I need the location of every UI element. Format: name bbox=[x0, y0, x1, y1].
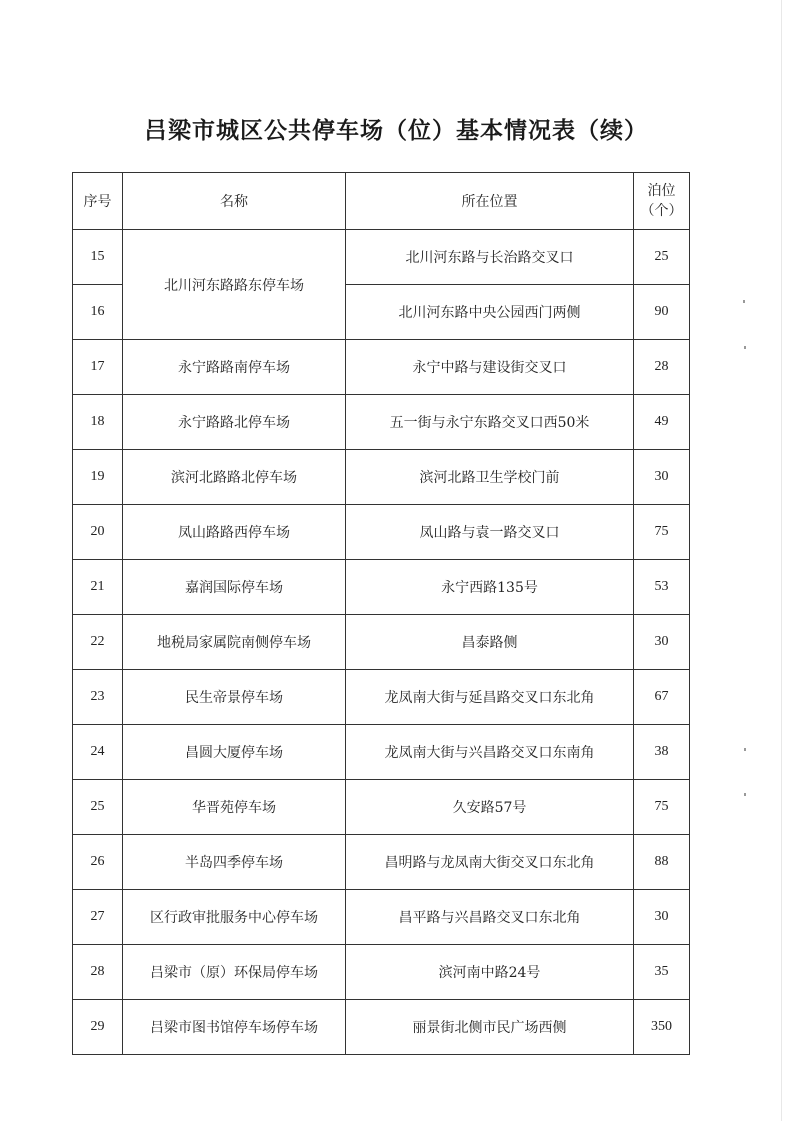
table-row bbox=[73, 560, 690, 615]
row-name: 华晋苑停车场 bbox=[123, 780, 346, 835]
row-capacity: 75 bbox=[634, 505, 690, 560]
row-name: 永宁路路南停车场 bbox=[123, 340, 346, 395]
row-index: 26 bbox=[73, 835, 123, 890]
row-name: 半岛四季停车场 bbox=[123, 835, 346, 890]
row-location: 五一街与永宁东路交叉口西50米 bbox=[346, 395, 634, 450]
row-index: 22 bbox=[73, 615, 123, 670]
row-index: 17 bbox=[73, 340, 123, 395]
header-capacity-line1: 泊位 bbox=[647, 183, 676, 199]
table-row bbox=[73, 725, 690, 780]
row-index: 28 bbox=[73, 945, 123, 1000]
row-location: 永宁中路与建设街交叉口 bbox=[346, 340, 634, 395]
row-capacity: 30 bbox=[634, 450, 690, 505]
table-row bbox=[73, 505, 690, 560]
scan-speck bbox=[744, 793, 746, 796]
row-index: 27 bbox=[73, 890, 123, 945]
table-row bbox=[73, 835, 690, 890]
header-capacity bbox=[634, 173, 690, 230]
header-capacity-line2: （个） bbox=[640, 203, 683, 219]
row-capacity: 49 bbox=[634, 395, 690, 450]
row-index: 19 bbox=[73, 450, 123, 505]
table-row bbox=[73, 340, 690, 395]
row-index: 20 bbox=[73, 505, 123, 560]
row-capacity: 350 bbox=[634, 1000, 690, 1055]
table-row bbox=[73, 890, 690, 945]
parking-table bbox=[72, 172, 690, 1055]
table-row bbox=[73, 1000, 690, 1055]
table-row bbox=[73, 615, 690, 670]
row-index: 23 bbox=[73, 670, 123, 725]
table-row bbox=[73, 395, 690, 450]
row-location: 凤山路与袁一路交叉口 bbox=[346, 505, 634, 560]
row-index: 18 bbox=[73, 395, 123, 450]
row-capacity: 35 bbox=[634, 945, 690, 1000]
row-capacity: 28 bbox=[634, 340, 690, 395]
scan-speck bbox=[744, 748, 746, 751]
row-name: 地税局家属院南侧停车场 bbox=[123, 615, 346, 670]
row-index: 21 bbox=[73, 560, 123, 615]
row-index: 24 bbox=[73, 725, 123, 780]
row-name: 嘉润国际停车场 bbox=[123, 560, 346, 615]
row-capacity: 67 bbox=[634, 670, 690, 725]
table-row bbox=[73, 670, 690, 725]
row-name: 吕梁市图书馆停车场停车场 bbox=[123, 1000, 346, 1055]
row-name: 滨河北路路北停车场 bbox=[123, 450, 346, 505]
row-location: 永宁西路135号 bbox=[346, 560, 634, 615]
header-name: 名称 bbox=[123, 173, 346, 230]
row-location: 滨河南中路24号 bbox=[346, 945, 634, 1000]
row-index: 16 bbox=[73, 285, 123, 340]
table-row bbox=[73, 230, 690, 285]
row-location: 久安路57号 bbox=[346, 780, 634, 835]
row-name: 吕梁市（原）环保局停车场 bbox=[123, 945, 346, 1000]
header-index: 序号 bbox=[73, 173, 123, 230]
row-name: 凤山路路西停车场 bbox=[123, 505, 346, 560]
row-capacity: 25 bbox=[634, 230, 690, 285]
row-location: 昌明路与龙凤南大街交叉口东北角 bbox=[346, 835, 634, 890]
page-edge bbox=[781, 0, 782, 1121]
row-location: 昌泰路侧 bbox=[346, 615, 634, 670]
table-row bbox=[73, 945, 690, 1000]
row-location: 龙凤南大街与兴昌路交叉口东南角 bbox=[346, 725, 634, 780]
header-location: 所在位置 bbox=[346, 173, 634, 230]
row-capacity: 38 bbox=[634, 725, 690, 780]
row-capacity: 30 bbox=[634, 615, 690, 670]
row-capacity: 88 bbox=[634, 835, 690, 890]
row-location: 龙凤南大街与延昌路交叉口东北角 bbox=[346, 670, 634, 725]
table-row bbox=[73, 780, 690, 835]
row-location: 北川河东路中央公园西门两侧 bbox=[346, 285, 634, 340]
row-name: 民生帝景停车场 bbox=[123, 670, 346, 725]
table-row bbox=[73, 450, 690, 505]
scan-speck bbox=[743, 300, 745, 303]
row-index: 25 bbox=[73, 780, 123, 835]
table-header-row bbox=[73, 173, 690, 230]
row-capacity: 75 bbox=[634, 780, 690, 835]
row-index: 15 bbox=[73, 230, 123, 285]
row-name-merged: 北川河东路路东停车场 bbox=[123, 230, 346, 340]
row-location: 北川河东路与长治路交叉口 bbox=[346, 230, 634, 285]
row-name: 区行政审批服务中心停车场 bbox=[123, 890, 346, 945]
row-name: 永宁路路北停车场 bbox=[123, 395, 346, 450]
row-capacity: 53 bbox=[634, 560, 690, 615]
row-location: 滨河北路卫生学校门前 bbox=[346, 450, 634, 505]
row-capacity: 90 bbox=[634, 285, 690, 340]
row-location: 昌平路与兴昌路交叉口东北角 bbox=[346, 890, 634, 945]
page-title: 吕梁市城区公共停车场（位）基本情况表（续） bbox=[144, 117, 648, 144]
row-location: 丽景街北侧市民广场西侧 bbox=[346, 1000, 634, 1055]
row-name: 昌圆大厦停车场 bbox=[123, 725, 346, 780]
row-capacity: 30 bbox=[634, 890, 690, 945]
row-index: 29 bbox=[73, 1000, 123, 1055]
scan-speck bbox=[744, 346, 746, 349]
